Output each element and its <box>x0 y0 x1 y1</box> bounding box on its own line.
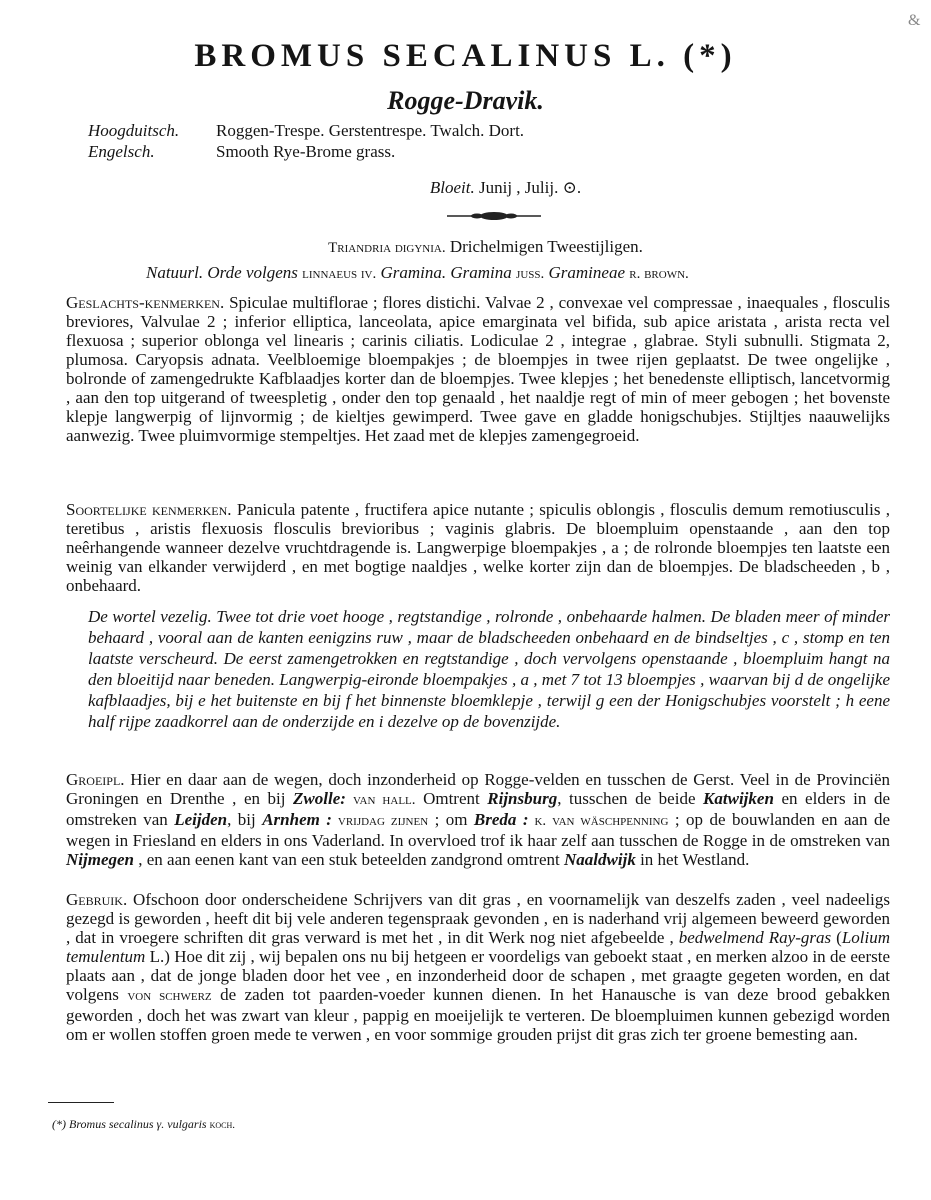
species-name: bedwelmend Ray-gras <box>678 928 832 947</box>
habitat-paragraph <box>66 770 890 869</box>
place-name: Leijden <box>174 810 228 829</box>
ornament-divider <box>447 210 541 222</box>
author-linnaeus: linnaeus iv. <box>302 266 377 282</box>
footnote-author: koch. <box>209 1119 236 1131</box>
usage-paragraph <box>66 890 890 1044</box>
name-text: Smooth Rye-Brome grass. <box>216 142 396 161</box>
paragraph-lead: Groeipl. <box>66 770 125 789</box>
paragraph-text: de zaden tot paarden-voeder kunnen dienen. In het Hanausche is van deze brood gebakken geworden , doch het was zwart van kleur , pappig en moeijelijk te verteren. De bloempluimen kunnen gebezigd worden om er wollen stoffen groen mede te verwen , en voor sommige grouden prijst dit gras zich ter groene bemesting aan. <box>66 985 890 1044</box>
order-text: Gramineae <box>544 263 630 282</box>
description-paragraph: De wortel vezelig. Twee tot drie voet hooge , regtstandige , rolronde , onbehaarde halmen. De bladen meer of minder behaard , vooral aan de kanten eenigzins ruw , maar de bladscheeden onbehaard en de bindseltjes , c , stomp en ten laatste verscheurd. De eerst zamengetrokken en regtstandige , doch vervolgens openstaande , bloempluim hangt na den bloeitijd naar beneden. Langwerpig-eironde bloempakjes , a , met 7 tot 13 bloempjes , waarvan bij d de ongelijke kafblaadjes, bij e het buitenste en bij f het binnenste bloemklepje , terwijl g een der Honigschubjes voorstelt ; h eene half rijpe zaadkorrel aan de onderzijde en i dezelve op de bovenzijde. <box>88 607 890 731</box>
paragraph-text: ; op de bouwlanden en aan de wegen in Friesland en elders in ons Vaderland. In overvloed trof ik haar zelf aan tusschen de Rogge in de omstreken van <box>66 810 891 850</box>
classification-label: Triandria digynia. <box>328 240 446 256</box>
place-name: Katwijken <box>703 789 774 808</box>
paragraph-text: ; om <box>428 810 474 829</box>
paragraph-text: Hier en daar aan de wegen, doch inzonderheid op Rogge-velden en tusschen de Gerst. Veel in de Provinciën Groningen en Drenthe , en bij <box>66 770 890 808</box>
paragraph-text: , bij <box>227 810 263 829</box>
ornament-divider-icon <box>447 210 541 222</box>
author-juss: juss. <box>516 266 545 282</box>
paragraph-text: L.) Hoe dit zij , wij bepalen ons nu bij hetgeen er voordeligs van geboekt staat , en merken alzoo in de eerste plaats aan , dat de jonge bladen door het vee , en inzonderheid door de schapen , met graagte gegeten worden, en dat volgens <box>66 947 890 1004</box>
author-brown: r. brown. <box>629 266 689 282</box>
footnote-rule <box>48 1102 114 1103</box>
species-name: Lolium temulentum <box>66 928 890 966</box>
genus-characters-paragraph <box>66 293 890 445</box>
paragraph-text: , tusschen de beide <box>557 789 704 808</box>
paragraph-text: Ofschoon door onderscheidene Schrijvers van dit gras , en voornamelijk van deszelfs zaden , veel nadeeligs gezegd is geworden , heeft dit bij vele anderen tegenspraak gevonden , en is naderhand vrij algemeen beweerd geworden , dat in vroegere schriften dit gras verward is met het , in dit Werk nog niet afgebeelde , <box>66 890 890 947</box>
place-name: Breda : <box>473 810 529 829</box>
footnote-text: (*) Bromus secalinus γ. vulgaris <box>52 1117 210 1131</box>
classification-text: Drichelmigen Tweestijligen. <box>449 237 643 256</box>
species-characters-paragraph <box>66 500 890 595</box>
place-name: Rijnsburg <box>487 789 558 808</box>
page-title: BROMUS SECALINUS L. (*) <box>194 38 737 74</box>
author-name: k. van wäschpenning <box>528 813 669 829</box>
paragraph-text: Omtrent <box>415 789 488 808</box>
paragraph-text: , en aan eenen kant van een stuk beteelden zandgrond omtrent <box>134 850 565 869</box>
common-names <box>88 120 524 162</box>
paragraph-text: ( <box>831 928 842 947</box>
name-row-german <box>88 120 524 141</box>
footnote <box>52 1117 235 1132</box>
natural-order-line <box>146 263 689 283</box>
flowering-label: Bloeit. <box>429 178 475 197</box>
paragraph-text: Panicula patente , fructifera apice nutante ; spiculis oblongis , flosculis demum remotiusculis , teretibus , aristis flexuosis flosculis brevioribus ; vaginis glabris. De bloempluim openstaande , aan den top neêrhangende wanneer dezelve vruchtdragende is. Langwerpige bloempakjes , a ; de rolronde bloempjes ten laatste een weinig van elkander verwijderd , en met bogtige naaldjes , welke korter zijn dan de bloempjes. De bladscheeden , b , onbehaard. <box>66 500 890 595</box>
language-label: Engelsch. <box>88 142 155 161</box>
flowering-text: Junij , Julij. ⊙. <box>479 178 582 197</box>
author-name: vrijdag zijnen <box>331 813 429 829</box>
place-name: Arnhem : <box>262 810 332 829</box>
paragraph-text: in het Westland. <box>635 850 750 869</box>
classification-line <box>0 237 931 257</box>
corner-mark: & <box>908 12 921 29</box>
page-subtitle: Rogge-Dravik. <box>387 86 544 115</box>
name-row-english <box>88 141 524 162</box>
paragraph-text: en elders in de omstreken van <box>66 789 890 829</box>
order-text: Gramina. Gramina <box>376 263 517 282</box>
language-label: Hoogduitsch. <box>88 121 180 140</box>
order-text: Natuurl. Orde volgens <box>146 263 303 282</box>
paragraph-lead: Gebruik. <box>66 890 128 909</box>
place-name: Nijmegen <box>66 850 134 869</box>
flowering-line <box>0 178 931 198</box>
author-name: van hall. <box>345 792 416 808</box>
place-name: Zwolle: <box>293 789 346 808</box>
paragraph-lead: Geslachts-kenmerken. <box>66 293 225 312</box>
author-name: von schwerz <box>127 988 212 1004</box>
place-name: Naaldwijk <box>564 850 636 869</box>
paragraph-text: Spiculae multiflorae ; flores distichi. Valvae 2 , convexae vel compressae , inaequales , flosculis breviores, Valvulae 2 ; inferior elliptica, lanceolata, apice emarginata vel bifida, sub apice aristata , arista recta vel flexuosa ; superior oblonga vel linearis ; carinis ciliatis. Lodiculae 2 , integrae , glabrae. Styli subnulli. Stigmata 2, plumosa. Caryopsis adnata. Veelbloemige bloempakjes ; de bloempjes in twee rijen geplaatst. De twee ongelijke , bolronde of zamengedrukte Kafblaadjes korter dan de bloempjes. Twee klepjes ; het benedenste elliptisch, lancetvormig , aan den top uitgerand of tweespletig , onder den top genaald , het naaldje regt of min of meer gebogen ; het bovenste klepje langwerpig of lijnvormig ; de kieltjes gewimperd. Twee gave en gladde honigschubjes. Stijltjes naauwelijks aanwezig. Twee pluimvormige stempeltjes. Het zaad met de klepjes zamengegroeid. <box>66 293 890 445</box>
paragraph-lead: Soortelijke kenmerken. <box>66 500 232 519</box>
name-text: Roggen-Trespe. Gerstentrespe. Twalch. Dort. <box>216 121 525 140</box>
